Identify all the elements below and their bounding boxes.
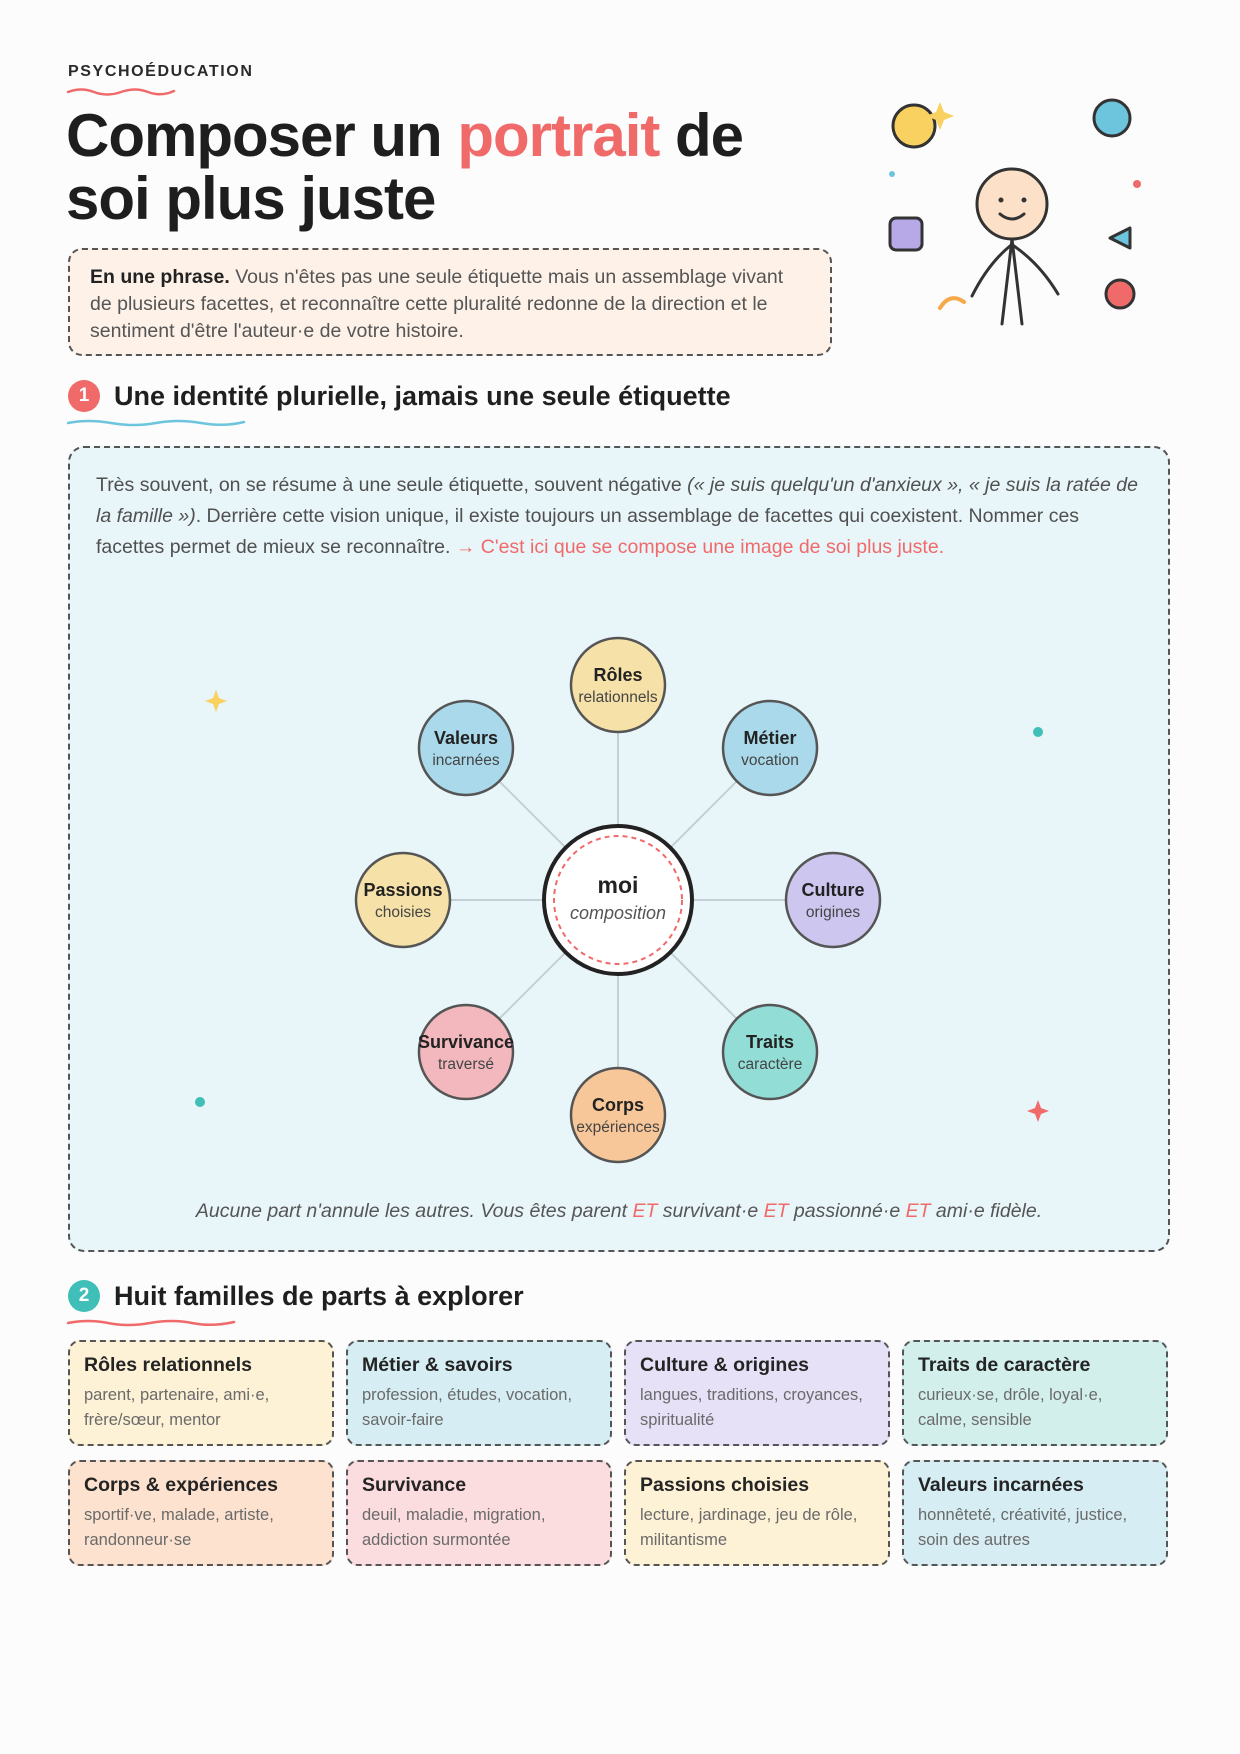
family-card-desc: profession, études, vocation, savoir-faire — [362, 1386, 573, 1429]
facet-label: Rôles — [593, 665, 643, 685]
facet-circle — [571, 638, 665, 732]
section-1-heading — [68, 376, 731, 416]
family-card-title: Culture & origines — [640, 1354, 810, 1376]
family-card — [346, 1340, 612, 1446]
facet-sublabel: origines — [805, 904, 861, 921]
facet-label: Métier — [743, 727, 797, 748]
hero-illustration — [860, 86, 1170, 346]
facet-label: Traits — [746, 1032, 795, 1053]
eyebrow-label: PSYCHOÉDUCATION — [68, 63, 254, 80]
caption-text: ami·e fidèle. — [930, 1200, 1043, 1222]
section-number-badge: 1 — [68, 380, 100, 412]
family-card — [68, 1340, 334, 1446]
triangle-icon — [1110, 228, 1130, 248]
caption-text: Aucune part n'annule les autres. Vous êtes parent — [195, 1200, 633, 1222]
caption-text: survivant·e — [657, 1200, 764, 1222]
sparkle-icon — [205, 690, 227, 712]
family-card-desc: curieux·se, drôle, loyal·e, calme, sensible — [918, 1386, 1103, 1429]
family-card-title: Valeurs incarnées — [918, 1474, 1084, 1496]
family-card-desc: langues, traditions, croyances, spiritualité — [640, 1386, 863, 1429]
section-2-heading — [68, 1276, 524, 1316]
facet-circle — [786, 853, 880, 947]
family-card — [624, 1340, 890, 1446]
family-card-title: Corps & expériences — [84, 1474, 279, 1496]
squiggle-underline-icon — [66, 1318, 236, 1328]
facet-sublabel: relationnels — [578, 689, 658, 706]
sparkle-icon — [1027, 1100, 1049, 1122]
family-card — [68, 1460, 334, 1566]
squiggle-underline-icon — [66, 86, 176, 96]
facet-sublabel: caractère — [737, 1056, 803, 1074]
facet-label: Passions — [363, 880, 443, 900]
facet-node — [419, 701, 513, 795]
family-card-title: Métier & savoirs — [362, 1354, 513, 1376]
family-card-title: Rôles relationnels — [84, 1354, 252, 1376]
caption-highlight: ET — [632, 1200, 658, 1222]
dot-icon — [889, 171, 895, 177]
sun-icon — [893, 105, 935, 147]
facet-node — [418, 1005, 514, 1099]
intro-quote: (« je suis quelqu'un d'anxieux », « je suis la ratée de la famille ») — [96, 474, 1138, 527]
facet-sublabel: expériences — [576, 1119, 660, 1136]
summary-lead: En une phrase. — [90, 266, 230, 288]
square-icon — [890, 218, 922, 250]
facet-label: Corps — [591, 1095, 645, 1115]
facet-sublabel: choisies — [375, 904, 431, 921]
title-accent: portrait — [457, 102, 660, 169]
title-part-1: Composer un — [66, 102, 458, 169]
family-card-desc: sportif·ve, malade, artiste, randonneur·se — [84, 1506, 274, 1549]
facet-node — [723, 701, 817, 795]
facet-label: Survivance — [417, 1032, 515, 1053]
family-card-desc: honnêteté, créativité, justice, soin des autres — [918, 1506, 1128, 1549]
intro-text-a: Très souvent, on se résume à une seule étiquette, souvent négative — [96, 474, 688, 496]
facet-label: Valeurs — [433, 727, 498, 748]
blue-circle-icon — [1094, 100, 1130, 136]
dot-icon — [1133, 180, 1141, 188]
caption-highlight: ET — [905, 1200, 931, 1222]
center-label: moi — [597, 872, 639, 898]
facet-node — [356, 853, 450, 947]
facet-sublabel: incarnées — [432, 751, 500, 769]
caption-highlight: ET — [763, 1200, 789, 1222]
family-card-desc: lecture, jardinage, jeu de rôle, militantisme — [640, 1506, 858, 1549]
stick-figure-icon — [972, 169, 1058, 324]
facet-sublabel: traversé — [437, 1056, 494, 1074]
summary-box — [68, 248, 832, 356]
summary-text: Vous n'êtes pas une seule étiquette mais un assemblage vivant de plusieurs facettes, et reconnaître cette pluralité redonne de la direction et le sentiment d'être l'auteur·e de votre histoire. — [90, 266, 784, 342]
section-1-title: Une identité plurielle, jamais une seule étiquette — [114, 380, 731, 411]
family-card — [346, 1460, 612, 1566]
squiggle-underline-icon — [66, 418, 246, 428]
family-card — [902, 1460, 1168, 1566]
section-2-title: Huit familles de parts à explorer — [114, 1280, 524, 1311]
facet-spoke — [499, 952, 565, 1018]
red-circle-icon — [1106, 280, 1134, 308]
family-card-title: Passions choisies — [640, 1474, 810, 1496]
facet-spoke — [670, 781, 736, 847]
title-part-2: de — [659, 102, 744, 169]
family-card-title: Traits de caractère — [918, 1354, 1091, 1376]
intro-highlight: → C'est ici que se compose une image de soi plus juste. — [455, 536, 945, 558]
intro-text-b: . Derrière cette vision unique, il existe toujours un assemblage de facettes qui coexistent. Nommer ces facettes permet de mieux se reconnaître. — [96, 505, 1080, 558]
dot-icon — [195, 1097, 205, 1107]
facet-node — [786, 853, 880, 947]
panel-caption — [70, 1200, 1168, 1223]
family-card — [902, 1340, 1168, 1446]
family-card — [624, 1460, 890, 1566]
facet-circle — [356, 853, 450, 947]
facet-node — [571, 638, 665, 732]
facet-spoke — [499, 781, 565, 847]
page-title — [66, 104, 826, 230]
dot-icon — [1033, 727, 1043, 737]
identity-panel — [68, 446, 1170, 1252]
facet-circle — [571, 1068, 665, 1162]
facet-sublabel: vocation — [741, 751, 799, 769]
caption-text: passionné·e — [788, 1200, 906, 1222]
facet-spoke — [670, 952, 736, 1018]
family-card-desc: deuil, maladie, migration, addiction surmontée — [362, 1506, 546, 1549]
center-node — [544, 826, 692, 974]
family-card-title: Survivance — [362, 1474, 467, 1496]
section-number-badge: 2 — [68, 1280, 100, 1312]
title-line-2: soi plus juste — [66, 165, 436, 232]
arc-icon — [940, 298, 964, 308]
family-card-desc: parent, partenaire, ami·e, frère/sœur, mentor — [84, 1386, 270, 1429]
facet-label: Culture — [801, 880, 865, 900]
center-sublabel: composition — [569, 903, 667, 923]
facet-node — [723, 1005, 817, 1099]
facet-node — [571, 1068, 665, 1162]
facet-diagram — [70, 448, 1168, 1250]
